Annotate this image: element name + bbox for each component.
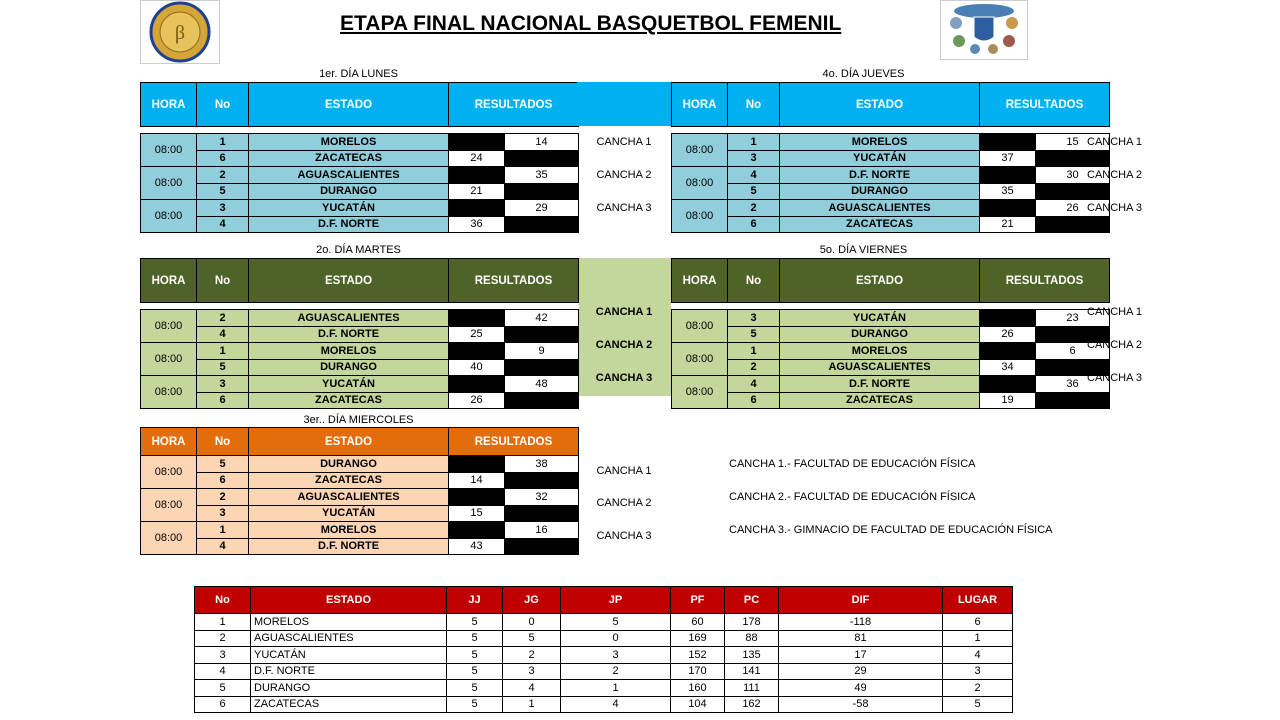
team-name: DURANGO (780, 183, 980, 200)
score-blank (505, 150, 579, 167)
score-blank (980, 376, 1036, 393)
team-name: ZACATECAS (249, 472, 449, 489)
team-score: 37 (980, 150, 1036, 167)
col-header: HORA (672, 259, 728, 303)
team-score: 35 (505, 167, 579, 184)
team-number: 3 (197, 505, 249, 522)
game-time: 08:00 (672, 167, 728, 200)
team-score: 34 (980, 359, 1036, 376)
cancha-label: CANCHA 1 (595, 306, 653, 318)
team-number: 6 (197, 392, 249, 409)
team-name: DURANGO (249, 456, 449, 473)
standings-table (194, 586, 1013, 713)
table-cell: -58 (779, 696, 943, 713)
game-time: 08:00 (672, 134, 728, 167)
table-row (195, 680, 1013, 697)
table-cell: 88 (725, 630, 779, 647)
table-row (195, 663, 1013, 680)
score-blank (505, 183, 579, 200)
table-cell: 2 (195, 630, 251, 647)
table-cell: 5 (503, 630, 561, 647)
game-row (672, 134, 1110, 151)
table-cell: 6 (195, 696, 251, 713)
table-cell: 1 (561, 680, 671, 697)
table-cell: 0 (561, 630, 671, 647)
game-row (141, 376, 579, 393)
day-label-jueves: 4o. DÍA JUEVES (822, 68, 905, 80)
col-header: RESULTADOS (449, 428, 579, 456)
table-cell: 5 (447, 696, 503, 713)
table-cell: 5 (447, 663, 503, 680)
game-row (672, 326, 1110, 343)
team-number: 3 (197, 376, 249, 393)
game-row (141, 134, 579, 151)
score-blank (449, 200, 505, 217)
col-header: PC (725, 587, 779, 614)
col-header: HORA (141, 83, 197, 127)
team-number: 5 (197, 359, 249, 376)
team-score: 43 (449, 538, 505, 555)
table-cell: 3 (561, 647, 671, 664)
game-row (141, 326, 579, 343)
team-score: 36 (1036, 376, 1110, 393)
table-cell: 152 (671, 647, 725, 664)
table-cell: 4 (503, 680, 561, 697)
game-time: 08:00 (672, 200, 728, 233)
game-time: 08:00 (141, 310, 197, 343)
schedule-header-row (141, 428, 579, 456)
cancha-label: CANCHA 3 (595, 372, 653, 384)
table-cell: 3 (943, 663, 1013, 680)
score-blank (449, 167, 505, 184)
cancha-label: CANCHA 2 (1087, 169, 1143, 181)
col-header: No (728, 259, 780, 303)
score-blank (980, 200, 1036, 217)
game-row (672, 359, 1110, 376)
table-cell: 135 (725, 647, 779, 664)
score-blank (449, 456, 505, 473)
table-cell: 0 (503, 614, 561, 631)
cancha-label: CANCHA 1 (596, 136, 652, 148)
team-score: 24 (449, 150, 505, 167)
game-row (141, 538, 579, 555)
game-row (672, 216, 1110, 233)
col-header: HORA (672, 83, 728, 127)
team-score: 19 (980, 392, 1036, 409)
team-number: 6 (197, 150, 249, 167)
col-header: ESTADO (780, 83, 980, 127)
team-name: ZACATECAS (780, 392, 980, 409)
team-score: 36 (449, 216, 505, 233)
game-time: 08:00 (141, 167, 197, 200)
game-row (672, 167, 1110, 184)
table-row (195, 696, 1013, 713)
score-blank (980, 310, 1036, 327)
table-cell: 111 (725, 680, 779, 697)
team-number: 3 (728, 310, 780, 327)
team-number: 5 (728, 326, 780, 343)
team-number: 1 (197, 522, 249, 539)
team-score: 30 (1036, 167, 1110, 184)
team-name: AGUASCALIENTES (249, 489, 449, 506)
score-blank (505, 326, 579, 343)
cancha-label: CANCHA 3 (596, 202, 652, 214)
venue-notes (729, 458, 1053, 557)
team-score: 16 (505, 522, 579, 539)
table-cell: 178 (725, 614, 779, 631)
table-cell: 160 (671, 680, 725, 697)
col-header: No (195, 587, 251, 614)
team-score: 21 (449, 183, 505, 200)
spacer (672, 127, 1110, 134)
svg-text:β: β (174, 22, 186, 44)
team-number: 6 (728, 216, 780, 233)
table-cell: 5 (943, 696, 1013, 713)
header-filler (577, 82, 671, 126)
team-score: 26 (1036, 200, 1110, 217)
col-header: ESTADO (251, 587, 447, 614)
game-row (672, 343, 1110, 360)
col-header: HORA (141, 428, 197, 456)
team-name: DURANGO (249, 359, 449, 376)
game-row (672, 200, 1110, 217)
table-cell: 49 (779, 680, 943, 697)
game-row (141, 167, 579, 184)
cancha-label: CANCHA 2 (596, 497, 652, 509)
team-score: 15 (1036, 134, 1110, 151)
score-blank (449, 522, 505, 539)
score-blank (980, 167, 1036, 184)
day-label-lunes: 1er. DÍA LUNES (319, 68, 398, 80)
col-header: LUGAR (943, 587, 1013, 614)
game-row (141, 522, 579, 539)
standings-header-row (195, 587, 1013, 614)
team-score: 32 (505, 489, 579, 506)
table-cell: 4 (943, 647, 1013, 664)
game-time: 08:00 (141, 522, 197, 555)
team-number: 5 (728, 183, 780, 200)
col-header: ESTADO (249, 428, 449, 456)
table-cell: 2 (561, 663, 671, 680)
team-number: 1 (197, 343, 249, 360)
table-cell: YUCATÁN (251, 647, 447, 664)
game-row (141, 150, 579, 167)
team-name: D.F. NORTE (780, 376, 980, 393)
venue-note: CANCHA 3.- GIMNACIO DE FACULTAD DE EDUCACIÓN FÍSICA (729, 524, 1053, 536)
team-number: 2 (197, 489, 249, 506)
day-label-martes: 2o. DÍA MARTES (316, 244, 401, 256)
score-blank (1036, 392, 1110, 409)
team-number: 4 (197, 326, 249, 343)
team-name: ZACATECAS (249, 392, 449, 409)
team-number: 2 (197, 167, 249, 184)
table-cell: 60 (671, 614, 725, 631)
game-row (141, 392, 579, 409)
table-cell: 169 (671, 630, 725, 647)
team-score: 21 (980, 216, 1036, 233)
table-cell: 5 (447, 614, 503, 631)
col-header: HORA (141, 259, 197, 303)
score-blank (505, 216, 579, 233)
team-name: MORELOS (780, 134, 980, 151)
cancha-label: CANCHA 2 (596, 169, 652, 181)
score-blank (980, 134, 1036, 151)
col-header: DIF (779, 587, 943, 614)
score-blank (980, 343, 1036, 360)
team-name: MORELOS (249, 134, 449, 151)
team-name: DURANGO (249, 183, 449, 200)
team-number: 4 (728, 376, 780, 393)
schedule-jueves (671, 82, 1110, 233)
spacer (141, 303, 579, 310)
table-cell: D.F. NORTE (251, 663, 447, 680)
score-blank (449, 343, 505, 360)
cancha-label: CANCHA 1 (1087, 306, 1143, 318)
game-time: 08:00 (672, 310, 728, 343)
game-row (141, 505, 579, 522)
game-time: 08:00 (141, 134, 197, 167)
team-number: 3 (728, 150, 780, 167)
team-score: 40 (449, 359, 505, 376)
game-row (141, 310, 579, 327)
team-score: 9 (505, 343, 579, 360)
team-number: 1 (197, 134, 249, 151)
cancha-label: CANCHA 1 (1087, 136, 1143, 148)
team-number: 4 (197, 216, 249, 233)
page-title: ETAPA FINAL NACIONAL BASQUETBOL FEMENIL (340, 12, 842, 35)
game-time: 08:00 (141, 343, 197, 376)
game-row (141, 343, 579, 360)
table-cell: 170 (671, 663, 725, 680)
team-number: 6 (728, 392, 780, 409)
team-name: DURANGO (780, 326, 980, 343)
venue-note: CANCHA 1.- FACULTAD DE EDUCACIÓN FÍSICA (729, 458, 976, 470)
table-cell: 162 (725, 696, 779, 713)
table-cell: 2 (503, 647, 561, 664)
score-blank (505, 472, 579, 489)
score-blank (449, 376, 505, 393)
team-name: D.F. NORTE (249, 538, 449, 555)
team-name: YUCATÁN (249, 200, 449, 217)
col-header: RESULTADOS (449, 259, 579, 303)
col-header: RESULTADOS (980, 83, 1110, 127)
schedule-martes (140, 258, 579, 409)
game-time: 08:00 (672, 376, 728, 409)
team-name: D.F. NORTE (780, 167, 980, 184)
venue-note: CANCHA 2.- FACULTAD DE EDUCACIÓN FÍSICA (729, 491, 976, 503)
table-cell: 1 (943, 630, 1013, 647)
team-number: 2 (728, 359, 780, 376)
table-row (195, 630, 1013, 647)
team-number: 5 (197, 456, 249, 473)
table-cell: 5 (447, 680, 503, 697)
game-row (141, 456, 579, 473)
game-time: 08:00 (141, 456, 197, 489)
cancha-label: CANCHA 2 (595, 339, 653, 351)
team-name: MORELOS (780, 343, 980, 360)
table-cell: 5 (195, 680, 251, 697)
team-score: 14 (505, 134, 579, 151)
game-row (141, 200, 579, 217)
team-score: 26 (980, 326, 1036, 343)
game-row (672, 392, 1110, 409)
table-cell: 5 (447, 647, 503, 664)
table-cell: 141 (725, 663, 779, 680)
score-blank (449, 310, 505, 327)
day-label-miercoles: 3er.. DÍA MIERCOLES (303, 414, 414, 426)
team-name: YUCATÁN (249, 376, 449, 393)
table-row (195, 647, 1013, 664)
game-time: 08:00 (141, 376, 197, 409)
score-blank (449, 489, 505, 506)
col-header: ESTADO (780, 259, 980, 303)
schedule-header-row (672, 259, 1110, 303)
table-cell: 3 (195, 647, 251, 664)
team-number: 5 (197, 183, 249, 200)
team-name: ZACATECAS (780, 216, 980, 233)
schedule-header-row (141, 83, 579, 127)
spacer (672, 303, 1110, 310)
schedule-viernes (671, 258, 1110, 409)
col-header: RESULTADOS (980, 259, 1110, 303)
col-header: ESTADO (249, 259, 449, 303)
table-row (195, 614, 1013, 631)
game-row (141, 216, 579, 233)
col-header: JP (561, 587, 671, 614)
team-score: 35 (980, 183, 1036, 200)
cancha-label: CANCHA 1 (596, 465, 652, 477)
crest-logo (940, 0, 1028, 60)
team-name: YUCATÁN (780, 150, 980, 167)
team-name: AGUASCALIENTES (780, 200, 980, 217)
table-cell: 3 (503, 663, 561, 680)
game-row (141, 183, 579, 200)
table-cell: 6 (943, 614, 1013, 631)
table-cell: MORELOS (251, 614, 447, 631)
team-number: 1 (728, 343, 780, 360)
score-blank (1036, 216, 1110, 233)
team-score: 48 (505, 376, 579, 393)
team-score: 15 (449, 505, 505, 522)
team-name: AGUASCALIENTES (249, 310, 449, 327)
col-header: JJ (447, 587, 503, 614)
table-cell: 1 (503, 696, 561, 713)
col-header: ESTADO (249, 83, 449, 127)
seal-logo (140, 0, 220, 64)
team-number: 3 (197, 200, 249, 217)
table-cell: 81 (779, 630, 943, 647)
table-cell: ZACATECAS (251, 696, 447, 713)
day-label-viernes: 5o. DÍA VIERNES (819, 244, 908, 256)
team-name: D.F. NORTE (249, 216, 449, 233)
score-blank (505, 538, 579, 555)
col-header: No (197, 259, 249, 303)
schedule-header-row (672, 83, 1110, 127)
team-number: 1 (728, 134, 780, 151)
col-header: No (197, 83, 249, 127)
score-blank (1036, 183, 1110, 200)
score-blank (1036, 150, 1110, 167)
game-row (141, 359, 579, 376)
score-blank (505, 392, 579, 409)
team-number: 2 (197, 310, 249, 327)
team-score: 14 (449, 472, 505, 489)
col-header: No (728, 83, 780, 127)
col-header: RESULTADOS (449, 83, 579, 127)
spacer (141, 127, 579, 134)
schedule-header-row (141, 259, 579, 303)
table-cell: 104 (671, 696, 725, 713)
schedule-lunes (140, 82, 579, 233)
cancha-label: CANCHA 2 (1087, 339, 1143, 351)
team-number: 6 (197, 472, 249, 489)
team-score: 26 (449, 392, 505, 409)
table-cell: -118 (779, 614, 943, 631)
team-number: 4 (197, 538, 249, 555)
team-name: D.F. NORTE (249, 326, 449, 343)
table-cell: 2 (943, 680, 1013, 697)
game-time: 08:00 (141, 200, 197, 233)
cancha-label: CANCHA 3 (596, 530, 652, 542)
game-row (672, 310, 1110, 327)
table-cell: DURANGO (251, 680, 447, 697)
table-cell: 4 (195, 663, 251, 680)
game-row (672, 150, 1110, 167)
score-blank (505, 359, 579, 376)
table-cell: 5 (561, 614, 671, 631)
cancha-label: CANCHA 3 (1087, 372, 1143, 384)
table-cell: 29 (779, 663, 943, 680)
team-name: MORELOS (249, 343, 449, 360)
col-header: PF (671, 587, 725, 614)
team-score: 29 (505, 200, 579, 217)
game-row (141, 472, 579, 489)
team-name: YUCATÁN (249, 505, 449, 522)
team-score: 42 (505, 310, 579, 327)
schedule-miercoles (140, 427, 579, 555)
team-name: ZACATECAS (249, 150, 449, 167)
col-header: JG (503, 587, 561, 614)
score-blank (449, 134, 505, 151)
team-score: 6 (1036, 343, 1110, 360)
score-blank (505, 505, 579, 522)
table-cell: AGUASCALIENTES (251, 630, 447, 647)
team-number: 2 (728, 200, 780, 217)
table-cell: 1 (195, 614, 251, 631)
table-cell: 4 (561, 696, 671, 713)
game-time: 08:00 (141, 489, 197, 522)
cancha-label: CANCHA 3 (1087, 202, 1143, 214)
game-row (672, 183, 1110, 200)
team-name: AGUASCALIENTES (780, 359, 980, 376)
team-score: 23 (1036, 310, 1110, 327)
table-cell: 5 (447, 630, 503, 647)
team-score: 25 (449, 326, 505, 343)
table-cell: 17 (779, 647, 943, 664)
game-row (672, 376, 1110, 393)
col-header: No (197, 428, 249, 456)
team-name: MORELOS (249, 522, 449, 539)
game-time: 08:00 (672, 343, 728, 376)
team-name: AGUASCALIENTES (249, 167, 449, 184)
game-row (141, 489, 579, 506)
team-number: 4 (728, 167, 780, 184)
team-name: YUCATÁN (780, 310, 980, 327)
team-score: 38 (505, 456, 579, 473)
